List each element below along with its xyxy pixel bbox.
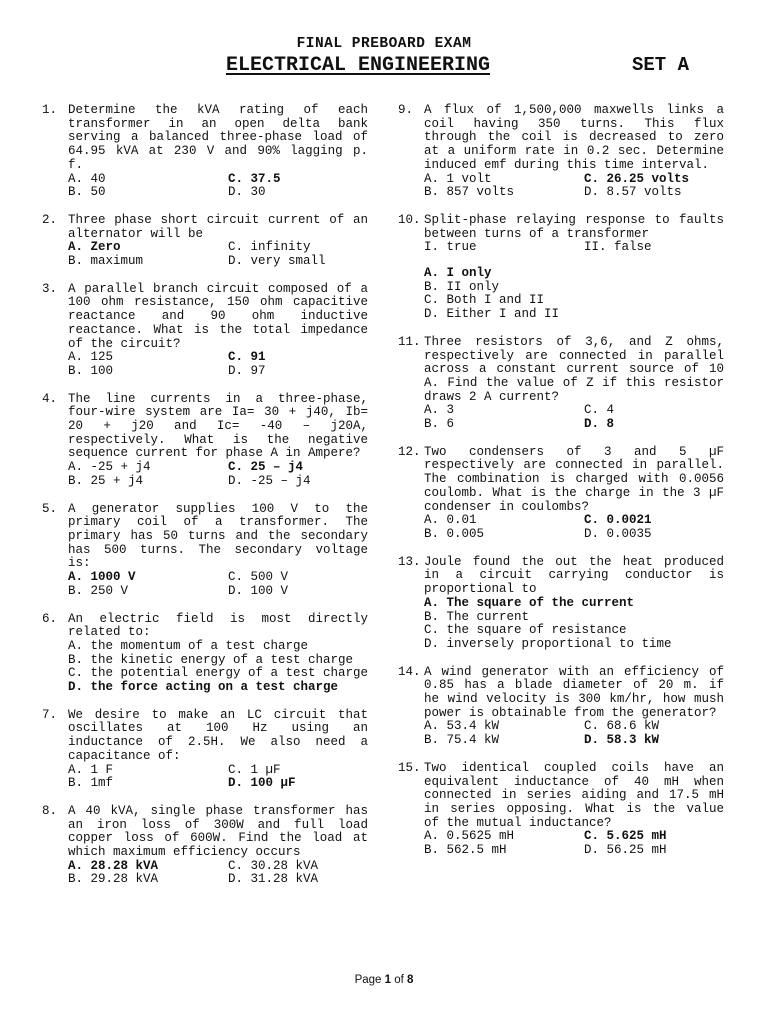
option-b: B. 562.5 mH	[424, 843, 507, 858]
option-b: B. 857 volts	[424, 185, 515, 200]
question-13	[398, 556, 724, 652]
statement-1: I. true	[424, 240, 477, 255]
option-b: B. II only	[424, 279, 500, 294]
option-a: A. 3	[424, 403, 455, 418]
question-stem: Two identical coupled coils have an equivalent inductance of 40 mH when connected in series aiding and 17.5 mH in series opposing. What is the value of the mutual inductance?	[424, 760, 724, 830]
page-footer	[0, 974, 768, 986]
question-15	[398, 762, 724, 858]
option-d: D. inversely proportional to time	[424, 636, 672, 651]
question-stem: An electric field is most directly related to:	[68, 611, 368, 640]
question-number: 9.	[398, 103, 414, 117]
exam-title: FINAL PREBOARD EXAM	[296, 36, 472, 52]
option-b: B. 0.005	[424, 526, 485, 541]
question-number: 12.	[398, 444, 421, 459]
option-c: C. 0.0021	[584, 513, 652, 528]
option-d: D. 0.0035	[584, 526, 652, 541]
question-stem: The line currents in a three-phase, four-wire system are Ia= 30 + j40, Ib= 20 + j20 and Ic= -40 – j20A, respectively. What is the negative sequence current for phase A in Ampere?	[68, 391, 368, 461]
left-column	[42, 104, 368, 901]
option-b: B. 100	[68, 363, 114, 378]
option-c: C. 5.625 mH	[584, 829, 667, 844]
option-a: A. 53.4 kW	[424, 719, 500, 734]
option-d: D. 30	[228, 185, 266, 200]
question-stem: Split-phase relaying response to faults between turns of a transformer	[424, 212, 724, 241]
question-stem: A flux of 1,500,000 maxwells links a coil having 350 turns. This flux through the coil is decreased to zero at a uniform rate in 0.2 sec. Determine induced emf during this time interval.	[424, 103, 724, 172]
question-5	[42, 503, 368, 599]
question-14	[398, 666, 724, 748]
page-total: 8	[407, 974, 414, 986]
question-2	[42, 214, 368, 269]
option-c: C. 30.28 kVA	[228, 858, 319, 873]
option-c: C. infinity	[228, 240, 311, 255]
question-10	[398, 214, 724, 322]
question-number: 3.	[42, 281, 58, 296]
option-a: A. Zero	[68, 240, 121, 255]
option-a: A. I only	[424, 266, 492, 281]
page-prefix: Page	[354, 974, 385, 986]
question-stem: A generator supplies 100 V to the primary coil of a transformer. The primary has 50 turns and the secondary has 500 turns. The secondary voltage is:	[68, 501, 368, 571]
option-a: A. 40	[68, 171, 106, 186]
option-b: B. 250 V	[68, 583, 129, 598]
question-number: 6.	[42, 611, 58, 626]
question-3	[42, 283, 368, 379]
question-number: 13.	[398, 554, 421, 569]
question-1	[42, 104, 368, 200]
option-c: C. 4	[584, 403, 615, 418]
question-number: 15.	[398, 760, 421, 775]
question-number: 14.	[398, 664, 421, 679]
option-d: D. 56.25 mH	[584, 843, 667, 858]
question-number: 8.	[42, 803, 58, 818]
option-a: A. 1000 V	[68, 570, 136, 585]
question-stem: Joule found the out the heat produced in a circuit carrying conductor is proportional to	[424, 554, 724, 597]
question-stem: A wind generator with an efficiency of 0.85 has a blade diameter of 20 m. if he wind velocity is 300 km/hr, how mush power is obtainable from the generator?	[424, 664, 724, 720]
option-d: D. 58.3 kW	[584, 733, 660, 748]
option-b: B. 6	[424, 417, 455, 432]
subject-title: ELECTRICAL ENGINEERING	[226, 54, 491, 77]
option-a: A. 125	[68, 350, 114, 365]
option-b: B. maximum	[68, 254, 144, 269]
option-a: A. 28.28 kVA	[68, 858, 159, 873]
statement-2: II. false	[584, 240, 652, 255]
option-b: B. 29.28 kVA	[68, 872, 159, 887]
question-9	[398, 104, 724, 200]
option-c: C. 26.25 volts	[584, 171, 690, 186]
option-c: C. 68.6 kW	[584, 719, 660, 734]
option-a: A. 0.5625 mH	[424, 829, 515, 844]
option-b: B. the kinetic energy of a test charge	[68, 652, 354, 667]
question-number: 11.	[398, 334, 421, 349]
question-12	[398, 446, 724, 542]
option-a: A. the momentum of a test charge	[68, 638, 309, 653]
option-a: A. The square of the current	[424, 595, 635, 610]
page-of: of	[391, 974, 408, 986]
question-stem: A parallel branch circuit composed of a 100 ohm resistance, 150 ohm capacitive reactance and 90 ohm inductive reactance. What is the total impedance of the circuit?	[68, 281, 368, 351]
question-stem: A 40 kVA, single phase transformer has an iron loss of 300W and full load copper loss of 600W. Find the load at which maximum efficiency occurs	[68, 803, 368, 860]
option-b: B. 25 + j4	[68, 473, 144, 488]
option-d: D. 8	[584, 417, 615, 432]
option-c: C. 91	[228, 350, 266, 365]
question-number: 1.	[42, 103, 58, 117]
option-d: D. 31.28 kVA	[228, 872, 319, 887]
option-c: C. Both I and II	[424, 293, 545, 308]
option-b: B. 1mf	[68, 776, 114, 791]
option-a: A. -25 + j4	[68, 460, 151, 475]
right-column	[398, 104, 724, 872]
option-d: D. the force acting on a test charge	[68, 680, 339, 695]
option-d: D. -25 – j4	[228, 473, 311, 488]
option-a: A. 1 F	[68, 762, 114, 777]
question-11	[398, 336, 724, 432]
option-d: D. very small	[228, 254, 326, 269]
option-c: C. 37.5	[228, 171, 281, 186]
option-c: C. the potential energy of a test charge	[68, 666, 369, 681]
page-current: 1	[384, 974, 392, 986]
question-4	[42, 393, 368, 489]
question-stem: Determine the kVA rating of each transformer in an open delta bank serving a balanced three-phase load of 64.95 kVA at 230 V and 90% lagging p. f.	[68, 103, 368, 172]
question-7	[42, 709, 368, 791]
question-stem: We desire to make an LC circuit that oscillates at 100 Hz using an inductance of 2.5H. We also need a capacitance of:	[68, 707, 368, 763]
question-number: 5.	[42, 501, 58, 516]
question-stem: Three resistors of 3,6, and Z ohms, respectively are connected in parallel across a constant current source of 10 A. Find the value of Z if this resistor draws 2 A current?	[424, 334, 724, 404]
option-c: C. the square of resistance	[424, 623, 627, 638]
option-d: D. 100 V	[228, 583, 289, 598]
option-d: D. 100 µF	[228, 776, 296, 791]
option-c: C. 1 µF	[228, 762, 281, 777]
option-a: A. 1 volt	[424, 171, 492, 186]
option-b: B. The current	[424, 609, 530, 624]
question-number: 4.	[42, 391, 58, 406]
question-number: 10.	[398, 212, 421, 227]
option-d: D. 8.57 volts	[584, 185, 682, 200]
option-d: D. 97	[228, 363, 266, 378]
option-b: B. 75.4 kW	[424, 733, 500, 748]
question-8	[42, 805, 368, 887]
question-number: 2.	[42, 212, 58, 227]
option-b: B. 50	[68, 185, 106, 200]
question-6	[42, 613, 368, 695]
question-stem: Two condensers of 3 and 5 µF respectively are connected in parallel. The combination is charged with 0.0056 coulomb. What is the charge in the 3 µF condenser in coulombs?	[424, 444, 724, 514]
question-number: 7.	[42, 707, 58, 722]
option-c: C. 500 V	[228, 570, 289, 585]
question-stem: Three phase short circuit current of an alternator will be	[68, 212, 368, 241]
set-label: SET A	[632, 54, 690, 76]
option-d: D. Either I and II	[424, 307, 560, 322]
option-a: A. 0.01	[424, 513, 477, 528]
option-c: C. 25 – j4	[228, 460, 304, 475]
